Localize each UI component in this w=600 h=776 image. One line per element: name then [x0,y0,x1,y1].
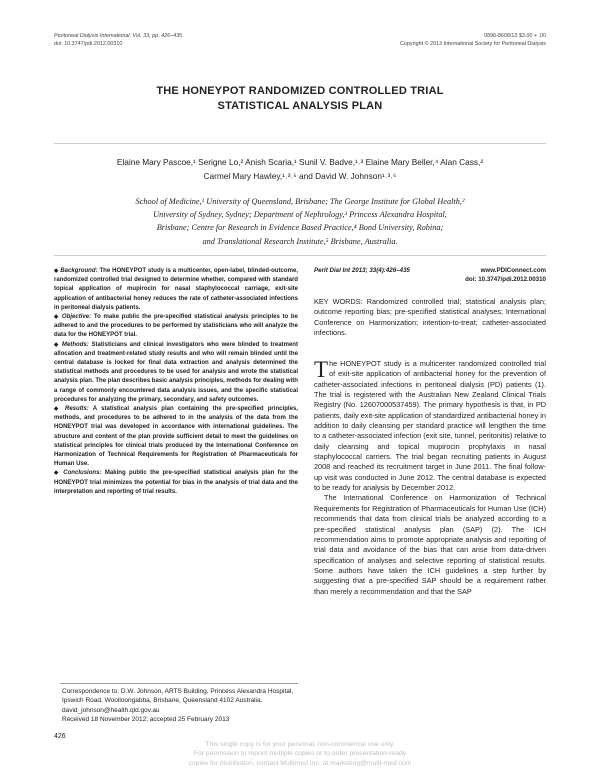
body-paragraph-1-text: he HONEYPOT study is a multicenter randomized controlled trial of exit-site application of antibacterial honey for the prevention of catheter-associated infections in peritoneal dialysis (PD) patients (1). The trial is registered with the Australian New Zealand Clinical Trials Registry (No. 12607000537459). The primary hypothesis is that, in PD patients, daily exit-site application of standardized antibacterial honey in addition to daily cleansing per standard practice will lengthen the time to a catheter-associated infection (exit site, tunnel, peritonitis) relative to daily cleansing and topical mupirocin prophylaxis in nasal staphylococcal carriers. The trial began recruiting patients in August 2008 and reached its recruitment target in June 2011. The final follow-up visit was conducted in June 2012. The central database is expected to be ready for analysis by December 2012. [314,359,546,493]
bullet-icon: ◆ [54,268,59,274]
issn-line: 0896-8608/13 $3.00 + .00 [484,33,546,39]
affiliation-line-2: University of Sydney, Sydney; Department of Nephrology,³ Princess Alexandra Hospital, [153,210,447,220]
title-line-2: STATISTICAL ANALYSIS PLAN [217,100,383,112]
title-divider [54,143,546,144]
usage-notice-line-1: This single copy is for your personal, non-commercial use only. [205,741,395,748]
bullet-icon: ◆ [54,470,60,477]
citation-doi: doi: 10.3747/pdi.2012.00310 [465,276,546,283]
correspondence-divider [60,683,298,684]
correspondence-address: Correspondence to: D.W. Johnson, ARTS Building, Princess Alexandra Hospital, Ipswich Road, Woolloongabba, Brisbane, Queensland 4102 Australia. [62,688,294,705]
author-list [60,155,540,183]
copyright-line: Copyright © 2013 International Society for Peritoneal Dialysis [400,40,546,47]
body-paragraph-2: The International Conference on Harmonization of Technical Requirements for Registration of Pharmaceuticals for Human Use (ICH) recommends that data from clinical trials be analyzed according to a pre-specified statistical analysis plan (SAP) (2). The ICH recommendation aims to promote appropriate analysis and reporting of trial data and avoidance of the bias that can arise from data-driven specification of analyses and selective reporting of statistical results. Some authors have taken the ICH guidelines a step further by suggesting that a pre-specified SAP should be a requirement rather than merely a recommendation and that the SAP [314,493,546,596]
citation-right: www.PDIConnect.com [480,267,546,274]
abstract-methods [54,341,298,405]
title-line-1: THE HONEYPOT RANDOMIZED CONTROLLED TRIAL [156,85,444,97]
correspondence-email: david_johnson@health.qld.gov.au [62,706,160,714]
usage-notice-line-2: For permission to reprint multiple copies or to order presentation-ready [193,750,407,758]
drop-cap: T [314,357,329,382]
running-header-right [286,33,546,48]
authors-line-1: Elaine Mary Pascoe,¹ Serigne Lo,² Anish Scaria,¹ Sunil V. Badve,¹˒³ Elaine Mary Beller,⁴ Alan Cass,² [116,157,484,167]
abstract [54,267,298,497]
affiliation-line-1: School of Medicine,¹ University of Queensland, Brisbane; The George Institute for Global Health,² [135,197,465,206]
background-label: Background: [60,268,98,274]
methods-label: Methods: [61,341,89,348]
affiliation-line-4: and Translational Research Institute,⁵ Brisbane, Australia. [202,236,398,246]
page-number: 426 [54,733,66,740]
conclusions-label: Conclusions: [63,470,102,477]
usage-notice-line-3: copies for distribution, contact Multimed Inc. at marketing@multi-med.com [188,759,412,767]
methods-text: Statisticians and clinical investigators who were blinded to treatment allocation and treatment-related study results and who will remain blinded until the central database is locked for final data extraction and analysis determined the statistical methods and procedures to be used for analysis and wrote the statistical analysis plan. The plan describes basic analysis principles, methods for dealing with a range of commonly encountered data analysis issues, and the specific statistical procedures for analyzing the primary, secondary, and safety outcomes. [54,341,299,403]
citation-left: Perit Dial Int 2013; 33(4):426–435 [314,267,410,274]
keywords: KEY WORDS: Randomized controlled trial; statistical analysis plan; outcome reporting bias; pre-specified statistical analyses; International Conference on Harmonization; intention-to-treat; catheter-associated infections. [314,297,546,338]
affiliation-divider [54,255,546,256]
journal-line: Peritoneal Dialysis International, Vol. 33, pp. 426–435 [54,33,183,39]
abstract-background [54,267,298,313]
abstract-results [54,405,298,469]
results-text: A statistical analysis plan containing the pre-specified principles, methods, and procedures to be adhered to in the analysis of the data from the HONEYPOT trial was developed in accordance with international guidelines. The structure and content of the plan provide sufficient detail to meet the guidelines on statistical principles for clinical trials produced by the International Conference on Harmonization of Technical Requirements for Registration of Pharmaceuticals for Human Use. [54,406,298,468]
running-header-left [54,33,314,48]
abstract-objective [54,313,298,341]
background-text: The HONEYPOT study is a multicenter, open-label, blinded-outcome, randomized controlled trial designed to determine whether, compared with standard topical application of mupirocin for nasal staphylococcal carriage, exit-site application of antibacterial honey reduces the rate of catheter-associated infections in peritoneal dialysis patients. [54,268,298,311]
doi-line: doi: 10.3747/pdi.2012.00310 [54,40,123,47]
body-paragraph-1 [314,359,546,493]
usage-notice [120,740,480,768]
bullet-icon: ◆ [54,406,61,413]
bullet-icon: ◆ [54,341,60,348]
received-dates: Received 18 November 2012; accepted 25 February 2013 [62,715,230,723]
conclusions-text: Making public the pre-specified statistical analysis plan for the HONEYPOT trial minimizes the potential for bias in the analysis of trial data and the interpretation and reporting of trial results. [54,470,299,495]
affiliations [54,195,546,248]
results-label: Results: [64,406,89,413]
abstract-conclusions [54,469,298,497]
body-text [314,359,546,597]
authors-line-2: Carmel Mary Hawley,¹˒³˒⁵ and David W. Johnson¹˒³˒⁵ [203,171,397,181]
objective-text: To make public the pre-specified statistical analysis principles to be adhered to and the procedures to be performed by statisticians who will analyze the data for the HONEYPOT trial. [54,314,298,339]
affiliation-line-3: Brisbane; Centre for Research in Evidence Based Practice,⁴ Bond University, Robina; [156,223,444,233]
objective-label: Objective: [61,314,92,321]
correspondence [62,687,298,724]
article-title [60,84,540,114]
bullet-icon: ◆ [54,314,60,321]
